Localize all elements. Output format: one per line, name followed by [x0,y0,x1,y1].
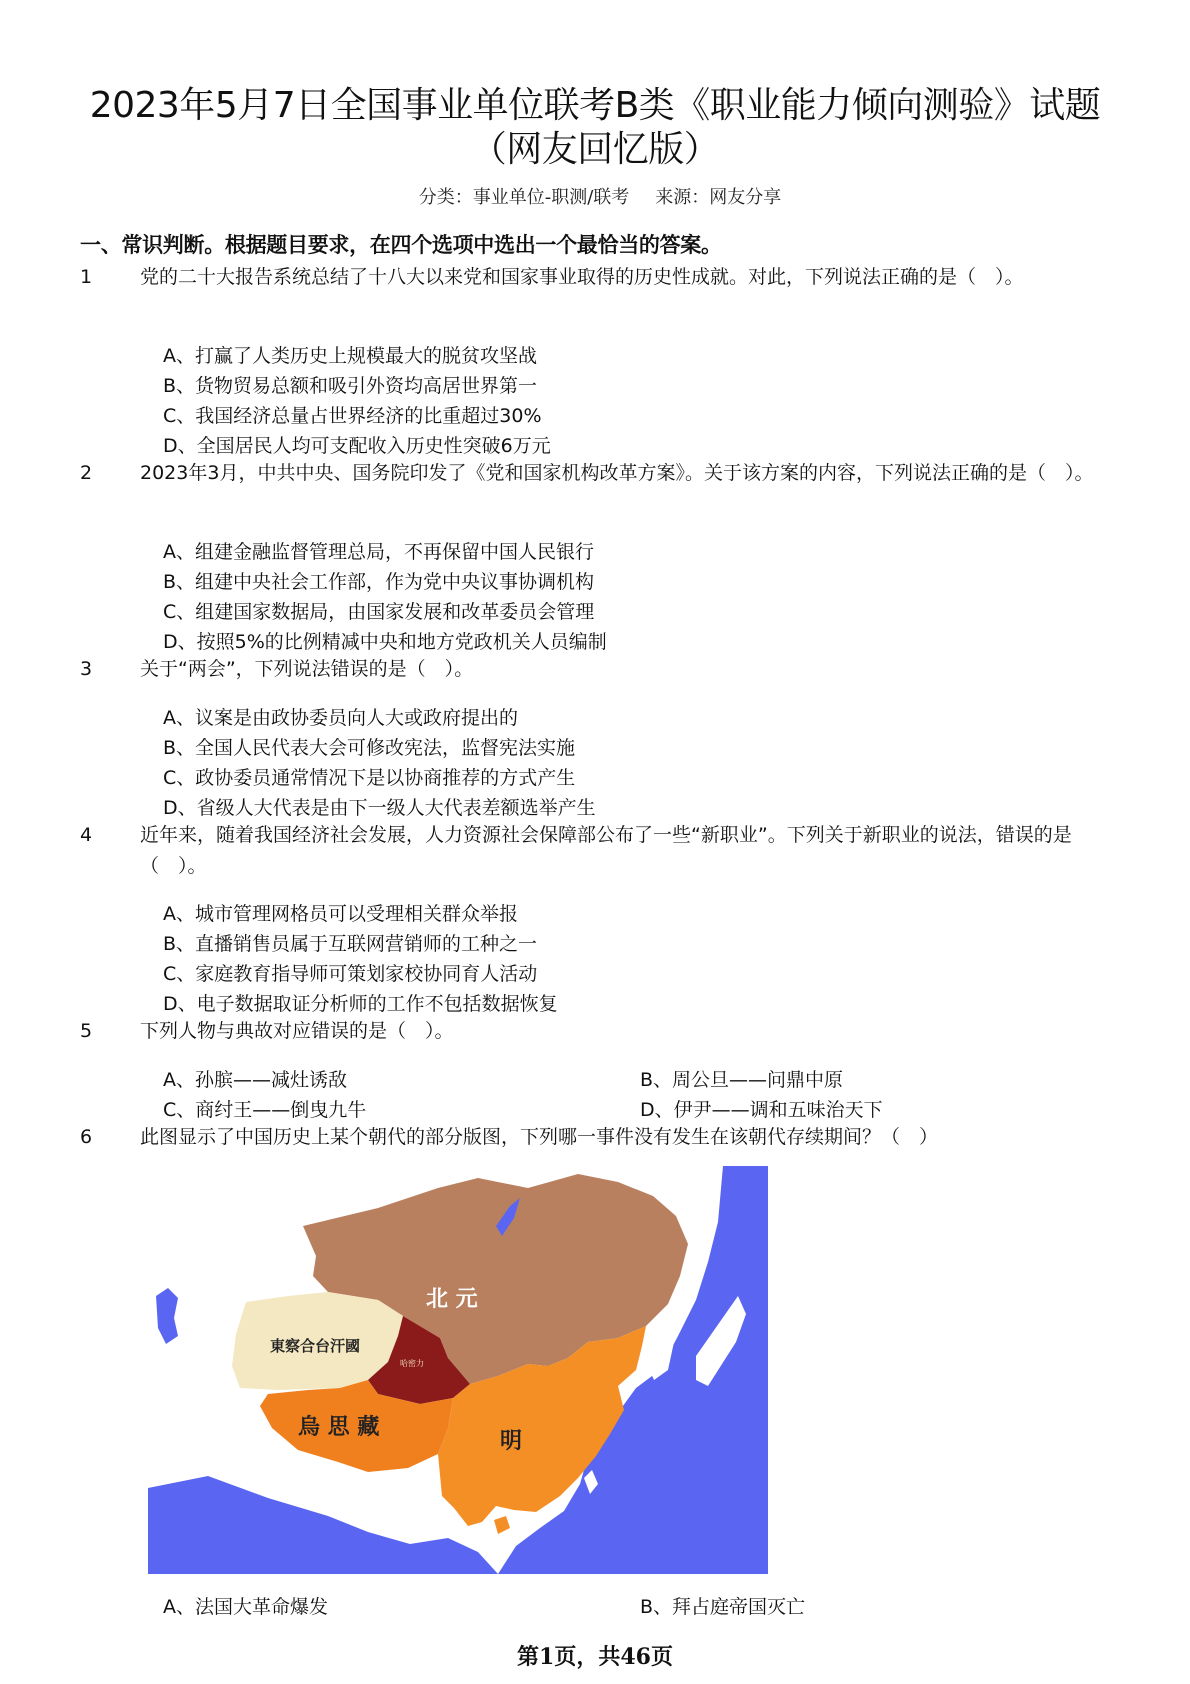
category-label: 分类：事业单位-职测/联考 [418,187,630,208]
section-heading: 一、常识判断。根据题目要求，在四个选项中选出一个最恰当的答案。 [80,233,722,257]
option-a: A、孙膑——减灶诱敌 [163,1069,347,1091]
option-b: B、直播销售员属于互联网营销师的工种之一 [163,933,538,955]
document-meta [0,183,1190,209]
option-d: D、按照5%的比例精减中央和地方党政机关人员编制 [163,631,607,653]
option-a: A、议案是由政协委员向人大或政府提出的 [163,707,518,729]
option-a: A、打赢了人类历史上规模最大的脱贫攻坚战 [163,345,537,367]
question-number: 3 [80,658,93,680]
option-d: D、伊尹——调和五味治天下 [640,1099,883,1121]
question-text: 此图显示了中国历史上某个朝代的部分版图，下列哪一事件没有发生在该朝代存续期间？（ ） [140,1126,939,1148]
question-number: 1 [80,266,93,288]
map-label-beiyuan: 北 元 [426,1286,478,1312]
option-d: D、全国居民人均可支配收入历史性突破6万元 [163,435,551,457]
option-d: D、省级人大代表是由下一级人大代表差额选举产生 [163,797,596,819]
option-a: A、城市管理网格员可以受理相关群众举报 [163,903,518,925]
question-text: 近年来，随着我国经济社会发展，人力资源社会保障部公布了一些“新职业”。下列关于新职业的说法，错误的是（ ）。 [140,824,1072,877]
option-b: B、组建中央社会工作部，作为党中央议事协调机构 [163,571,595,593]
map-label-chagatai: 東察合台汗國 [270,1337,361,1355]
ming-dynasty-map [148,1166,768,1574]
option-b: B、周公旦——问鼎中原 [640,1069,844,1091]
option-d: D、电子数据取证分析师的工作不包括数据恢复 [163,993,558,1015]
question-number: 2 [80,462,93,484]
option-c: C、我国经济总量占世界经济的比重超过30% [163,405,542,427]
map-label-hami: 哈密力 [400,1359,424,1368]
question-text: 关于“两会”，下列说法错误的是（ ）。 [140,658,474,680]
page-footer: 第1页，共46页 [517,1644,673,1670]
option-a: A、法国大革命爆发 [163,1596,328,1618]
question-text: 党的二十大报告系统总结了十八大以来党和国家事业取得的历史性成就。对此，下列说法正确的是（ ）。 [140,266,1024,288]
question-text: 2023年3月，中共中央、国务院印发了《党和国家机构改革方案》。关于该方案的内容，下列说法正确的是（ ）。 [140,462,1094,484]
option-a: A、组建金融监督管理总局，不再保留中国人民银行 [163,541,594,563]
document-title: 2023年5月7日全国事业单位联考B类《职业能力倾向测验》试题（网友回忆版） [89,85,1101,170]
option-b: B、货物贸易总额和吸引外资均高居世界第一 [163,375,538,397]
map-label-wusizang: 烏 思 藏 [298,1414,380,1440]
option-c: C、政协委员通常情况下是以协商推荐的方式产生 [163,767,576,789]
option-c: C、商纣王——倒曳九牛 [163,1099,367,1121]
source-label: 来源：网友分享 [655,187,782,208]
option-b: B、拜占庭帝国灭亡 [640,1596,806,1618]
option-b: B、全国人民代表大会可修改宪法，监督宪法实施 [163,737,576,759]
question-number: 4 [80,824,93,846]
question-text: 下列人物与典故对应错误的是（ ）。 [140,1020,454,1042]
option-c: C、家庭教育指导师可策划家校协同育人活动 [163,963,538,985]
option-c: C、组建国家数据局，由国家发展和改革委员会管理 [163,601,595,623]
question-number: 5 [80,1020,93,1042]
map-label-ming: 明 [500,1428,523,1454]
question-number: 6 [80,1126,93,1148]
